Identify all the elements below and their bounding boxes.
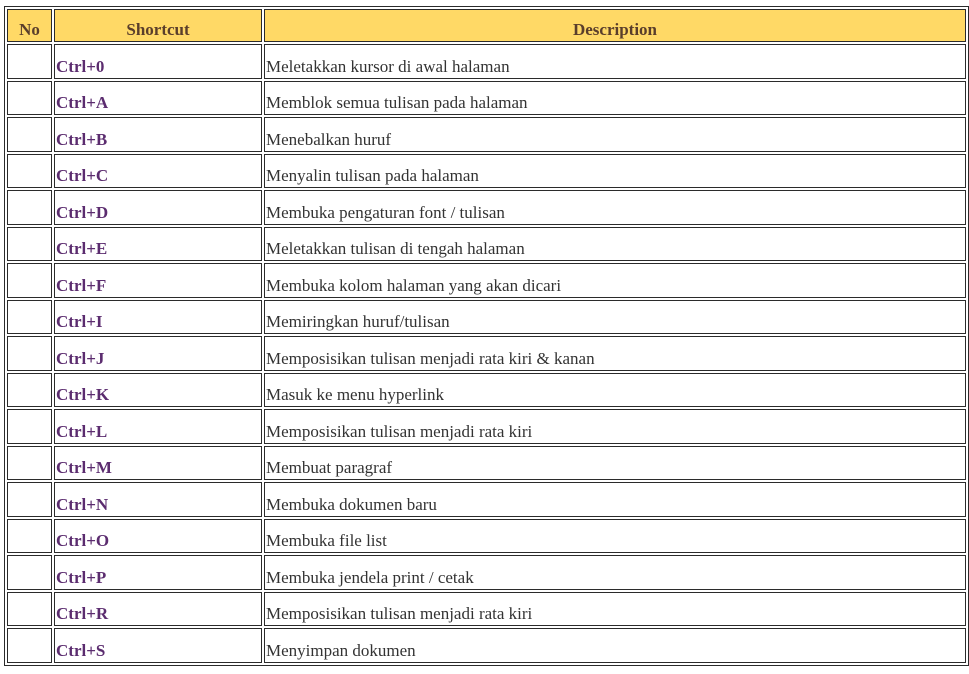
cell-description: Memposisikan tulisan menjadi rata kiri & kanan <box>264 336 966 371</box>
table-row <box>7 409 966 444</box>
table-row <box>7 44 966 79</box>
cell-shortcut: Ctrl+A <box>54 81 262 116</box>
table-row <box>7 227 966 262</box>
table-row <box>7 263 966 298</box>
cell-description: Menyimpan dokumen <box>264 628 966 663</box>
table-row <box>7 592 966 627</box>
cell-no <box>7 263 52 298</box>
cell-no <box>7 628 52 663</box>
table-row <box>7 555 966 590</box>
cell-description: Meletakkan kursor di awal halaman <box>264 44 966 79</box>
cell-description: Membuka dokumen baru <box>264 482 966 517</box>
cell-shortcut: Ctrl+E <box>54 227 262 262</box>
cell-no <box>7 154 52 189</box>
cell-no <box>7 555 52 590</box>
table-row <box>7 628 966 663</box>
table-row <box>7 336 966 371</box>
cell-no <box>7 227 52 262</box>
table-row <box>7 190 966 225</box>
cell-no <box>7 592 52 627</box>
cell-description: Memposisikan tulisan menjadi rata kiri <box>264 409 966 444</box>
header-shortcut: Shortcut <box>54 9 262 42</box>
cell-description: Membuka jendela print / cetak <box>264 555 966 590</box>
table-row <box>7 482 966 517</box>
cell-no <box>7 117 52 152</box>
cell-description: Membuka file list <box>264 519 966 554</box>
cell-shortcut: Ctrl+C <box>54 154 262 189</box>
cell-no <box>7 44 52 79</box>
cell-shortcut: Ctrl+K <box>54 373 262 408</box>
cell-no <box>7 336 52 371</box>
shortcut-table-container <box>4 6 965 666</box>
cell-description: Meletakkan tulisan di tengah halaman <box>264 227 966 262</box>
cell-description: Memposisikan tulisan menjadi rata kiri <box>264 592 966 627</box>
cell-no <box>7 519 52 554</box>
cell-shortcut: Ctrl+J <box>54 336 262 371</box>
cell-shortcut: Ctrl+F <box>54 263 262 298</box>
cell-description: Menebalkan huruf <box>264 117 966 152</box>
table-header <box>7 9 966 42</box>
cell-description: Membuat paragraf <box>264 446 966 481</box>
table-row <box>7 373 966 408</box>
cell-description: Membuka kolom halaman yang akan dicari <box>264 263 966 298</box>
table-row <box>7 154 966 189</box>
cell-shortcut: Ctrl+P <box>54 555 262 590</box>
cell-no <box>7 409 52 444</box>
cell-shortcut: Ctrl+S <box>54 628 262 663</box>
cell-description: Menyalin tulisan pada halaman <box>264 154 966 189</box>
cell-shortcut: Ctrl+L <box>54 409 262 444</box>
cell-shortcut: Ctrl+D <box>54 190 262 225</box>
header-description: Description <box>264 9 966 42</box>
cell-no <box>7 81 52 116</box>
table-row <box>7 446 966 481</box>
table-row <box>7 300 966 335</box>
cell-shortcut: Ctrl+R <box>54 592 262 627</box>
cell-shortcut: Ctrl+I <box>54 300 262 335</box>
cell-description: Memblok semua tulisan pada halaman <box>264 81 966 116</box>
table-row <box>7 519 966 554</box>
cell-no <box>7 300 52 335</box>
cell-description: Masuk ke menu hyperlink <box>264 373 966 408</box>
cell-no <box>7 373 52 408</box>
cell-shortcut: Ctrl+M <box>54 446 262 481</box>
cell-shortcut: Ctrl+O <box>54 519 262 554</box>
cell-description: Membuka pengaturan font / tulisan <box>264 190 966 225</box>
table-body <box>7 44 966 663</box>
cell-no <box>7 190 52 225</box>
shortcut-table <box>4 6 969 666</box>
cell-shortcut: Ctrl+N <box>54 482 262 517</box>
cell-shortcut: Ctrl+0 <box>54 44 262 79</box>
header-no: No <box>7 9 52 42</box>
cell-no <box>7 446 52 481</box>
header-row <box>7 9 966 42</box>
table-row <box>7 117 966 152</box>
cell-description: Memiringkan huruf/tulisan <box>264 300 966 335</box>
cell-no <box>7 482 52 517</box>
table-row <box>7 81 966 116</box>
cell-shortcut: Ctrl+B <box>54 117 262 152</box>
